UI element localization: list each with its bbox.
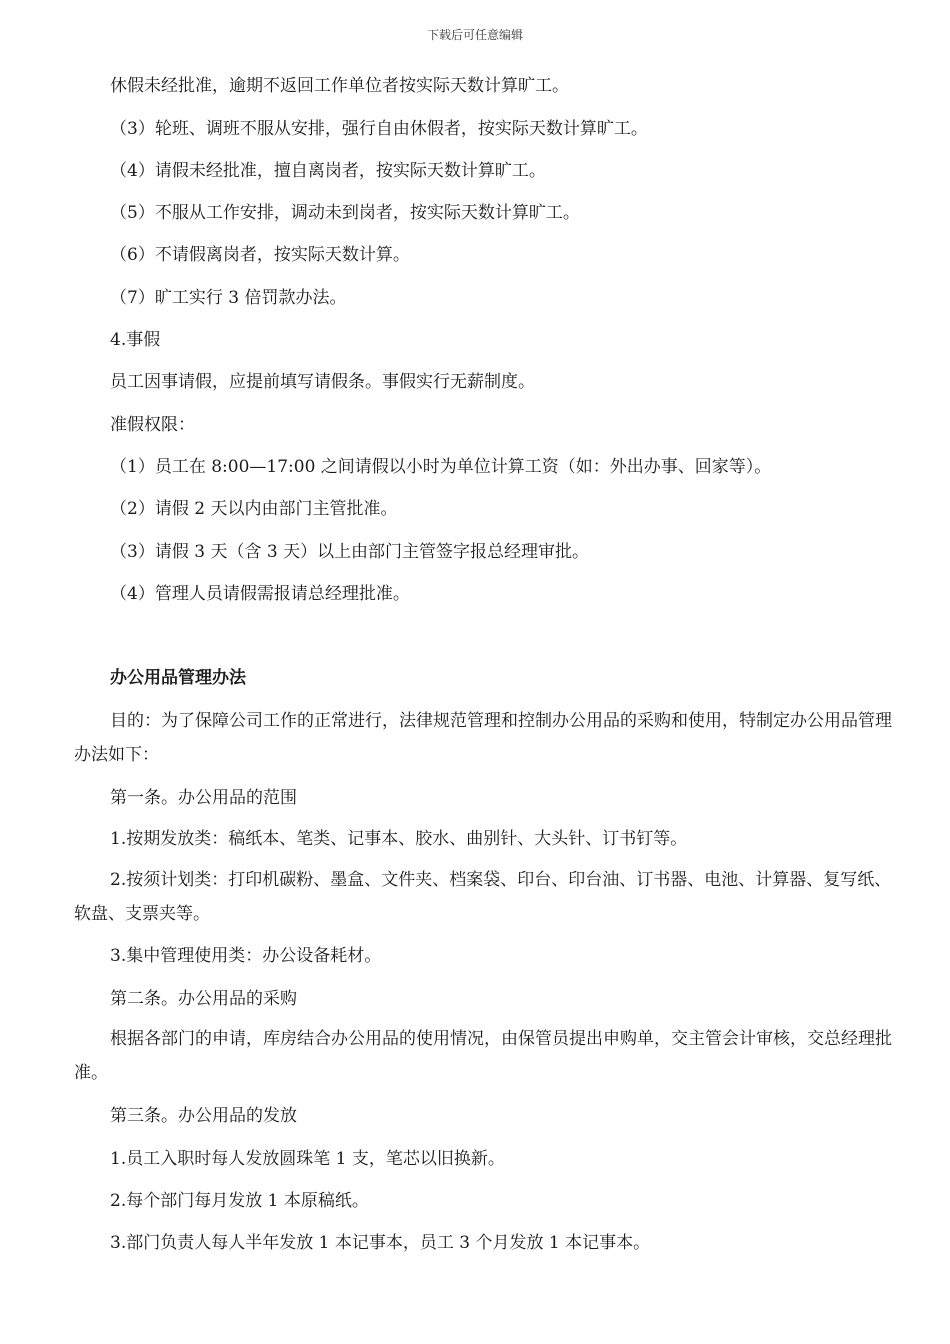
article-1-item-1: 1.按期发放类：稿纸本、笔类、记事本、胶水、曲别针、大头针、订书钉等。 [110, 829, 688, 849]
leave-rule-3: （3）轮班、调班不服从安排，强行自由休假者，按实际天数计算旷工。 [110, 119, 648, 139]
article-3-item-2: 2.每个部门每月发放 1 本原稿纸。 [110, 1191, 369, 1211]
article-1-item-3: 3.集中管理使用类：办公设备耗材。 [110, 946, 382, 966]
leave-rule-6: （6）不请假离岗者，按实际天数计算。 [110, 245, 410, 265]
leave-authority-label: 准假权限： [110, 415, 195, 435]
leave-authority-2: （2）请假 2 天以内由部门主管批准。 [110, 499, 398, 519]
article-2-heading: 第二条。办公用品的采购 [110, 989, 297, 1009]
leave-rule-5: （5）不服从工作安排，调动未到岗者，按实际天数计算旷工。 [110, 203, 580, 223]
article-3-item-3: 3.部门负责人每人半年发放 1 本记事本，员工 3 个月发放 1 本记事本。 [110, 1233, 651, 1253]
leave-authority-4: （4）管理人员请假需报请总经理批准。 [110, 584, 410, 604]
section-title: 办公用品管理办法 [110, 668, 246, 688]
leave-rule-7: （7）旷工实行 3 倍罚款办法。 [110, 288, 347, 308]
purpose-paragraph: 目的：为了保障公司工作的正常进行，法律规范管理和控制办公用品的采购和使用，特制定办公用品管理办法如下： [74, 711, 892, 765]
leave-rule-line: 休假未经批准，逾期不返回工作单位者按实际天数计算旷工。 [110, 76, 569, 96]
article-1-heading: 第一条。办公用品的范围 [110, 788, 297, 808]
article-3-item-1: 1.员工入职时每人发放圆珠笔 1 支，笔芯以旧换新。 [110, 1149, 505, 1169]
personal-leave-desc: 员工因事请假，应提前填写请假条。事假实行无薪制度。 [110, 372, 535, 392]
article-1-item-2: 2.按须计划类：打印机碳粉、墨盒、文件夹、档案袋、印台、印台油、订书器、电池、计算器、复写纸、软盘、支票夹等。 [74, 870, 892, 924]
leave-rule-4: （4）请假未经批准，擅自离岗者，按实际天数计算旷工。 [110, 161, 546, 181]
leave-authority-1: （1）员工在 8:00—17:00 之间请假以小时为单位计算工资（如：外出办事、回家等）。 [110, 457, 772, 477]
leave-authority-3: （3）请假 3 天（含 3 天）以上由部门主管签字报总经理审批。 [110, 542, 590, 562]
page-header: 下载后可任意编辑 [426, 28, 523, 42]
article-3-heading: 第三条。办公用品的发放 [110, 1106, 297, 1126]
personal-leave-heading: 4.事假 [110, 330, 161, 350]
article-2-text: 根据各部门的申请，库房结合办公用品的使用情况，由保管员提出申购单，交主管会计审核，交总经理批准。 [74, 1029, 892, 1083]
